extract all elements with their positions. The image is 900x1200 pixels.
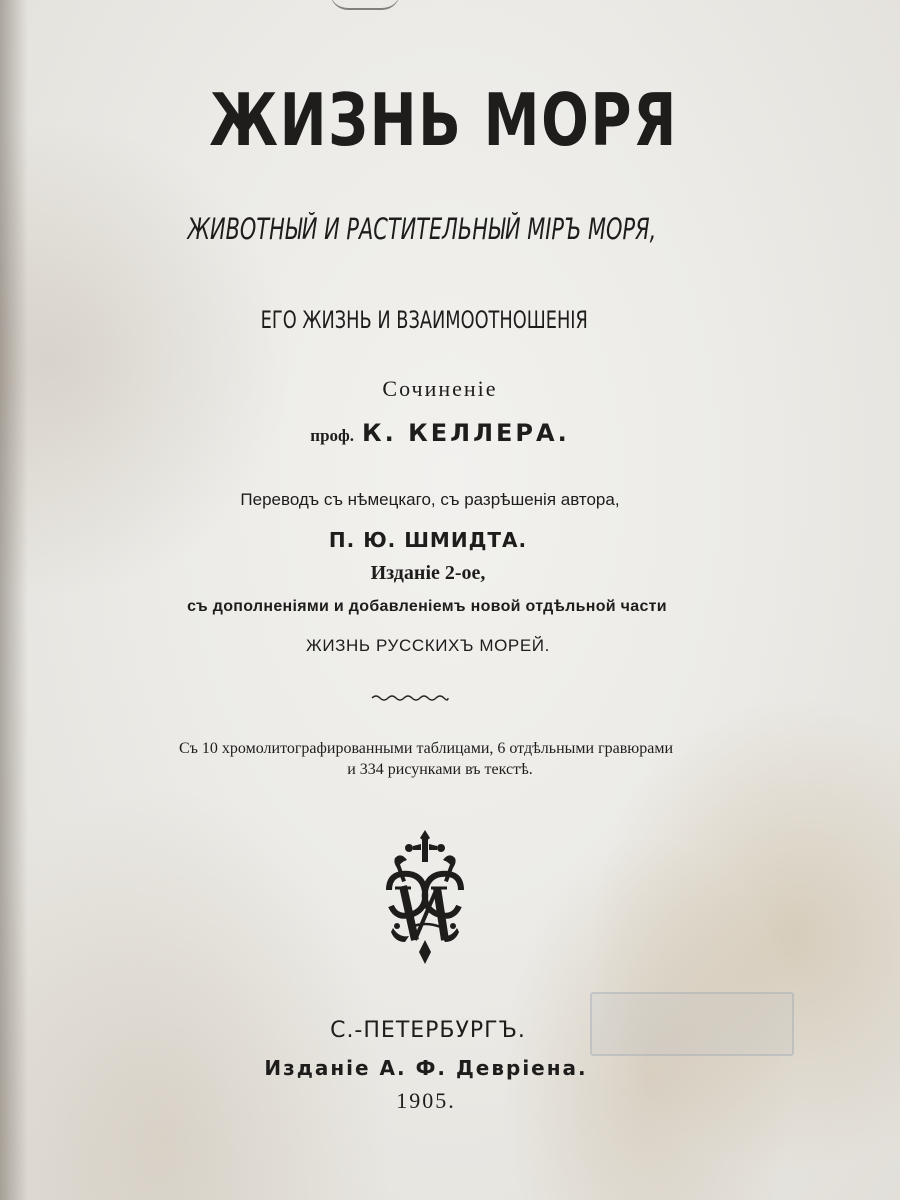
illustrations-line-1: Съ 10 хромолитографированными таблицами, 6 отдѣльными гравюрами	[178, 740, 674, 757]
edition-label: Изданіе 2-ое,	[370, 562, 486, 584]
publisher-line: Изданіе А. Ф. Девріена.	[264, 1056, 588, 1080]
composition-label: Сочиненіе	[382, 376, 498, 401]
subtitle-line-1: ЖИВОТНЫЙ И РАСТИТЕЛЬНЫЙ МІРЪ МОРЯ,	[187, 212, 657, 246]
illustrations-line-2: и 334 рисунками въ текстѣ.	[347, 761, 533, 778]
author-name: К. КЕЛЛЕРА.	[362, 419, 570, 447]
book-title: ЖИЗНЬ МОРЯ	[209, 78, 678, 162]
author-prefix: проф.	[310, 426, 355, 445]
wavy-divider	[370, 692, 450, 704]
part-title: ЖИЗНЬ РУССКИХЪ МОРЕЙ.	[306, 636, 550, 655]
translation-note: Переводъ съ нѣмецкаго, съ разрѣшенія автора,	[240, 490, 620, 509]
translator-name: П. Ю. ШМИДТА.	[328, 528, 528, 552]
publisher-monogram-emblem-icon	[375, 828, 475, 968]
publication-year: 1905.	[396, 1088, 456, 1113]
additions-note: съ дополненіями и добавленіемъ новой отдѣльной части	[187, 598, 667, 615]
author-line	[0, 418, 890, 448]
subtitle-line-2: ЕГО ЖИЗНЬ И ВЗАИМООТНОШЕНІЯ	[260, 306, 588, 334]
ink-mark	[330, 0, 400, 10]
publication-city: С.-ПЕТЕРБУРГЪ.	[330, 1018, 526, 1043]
